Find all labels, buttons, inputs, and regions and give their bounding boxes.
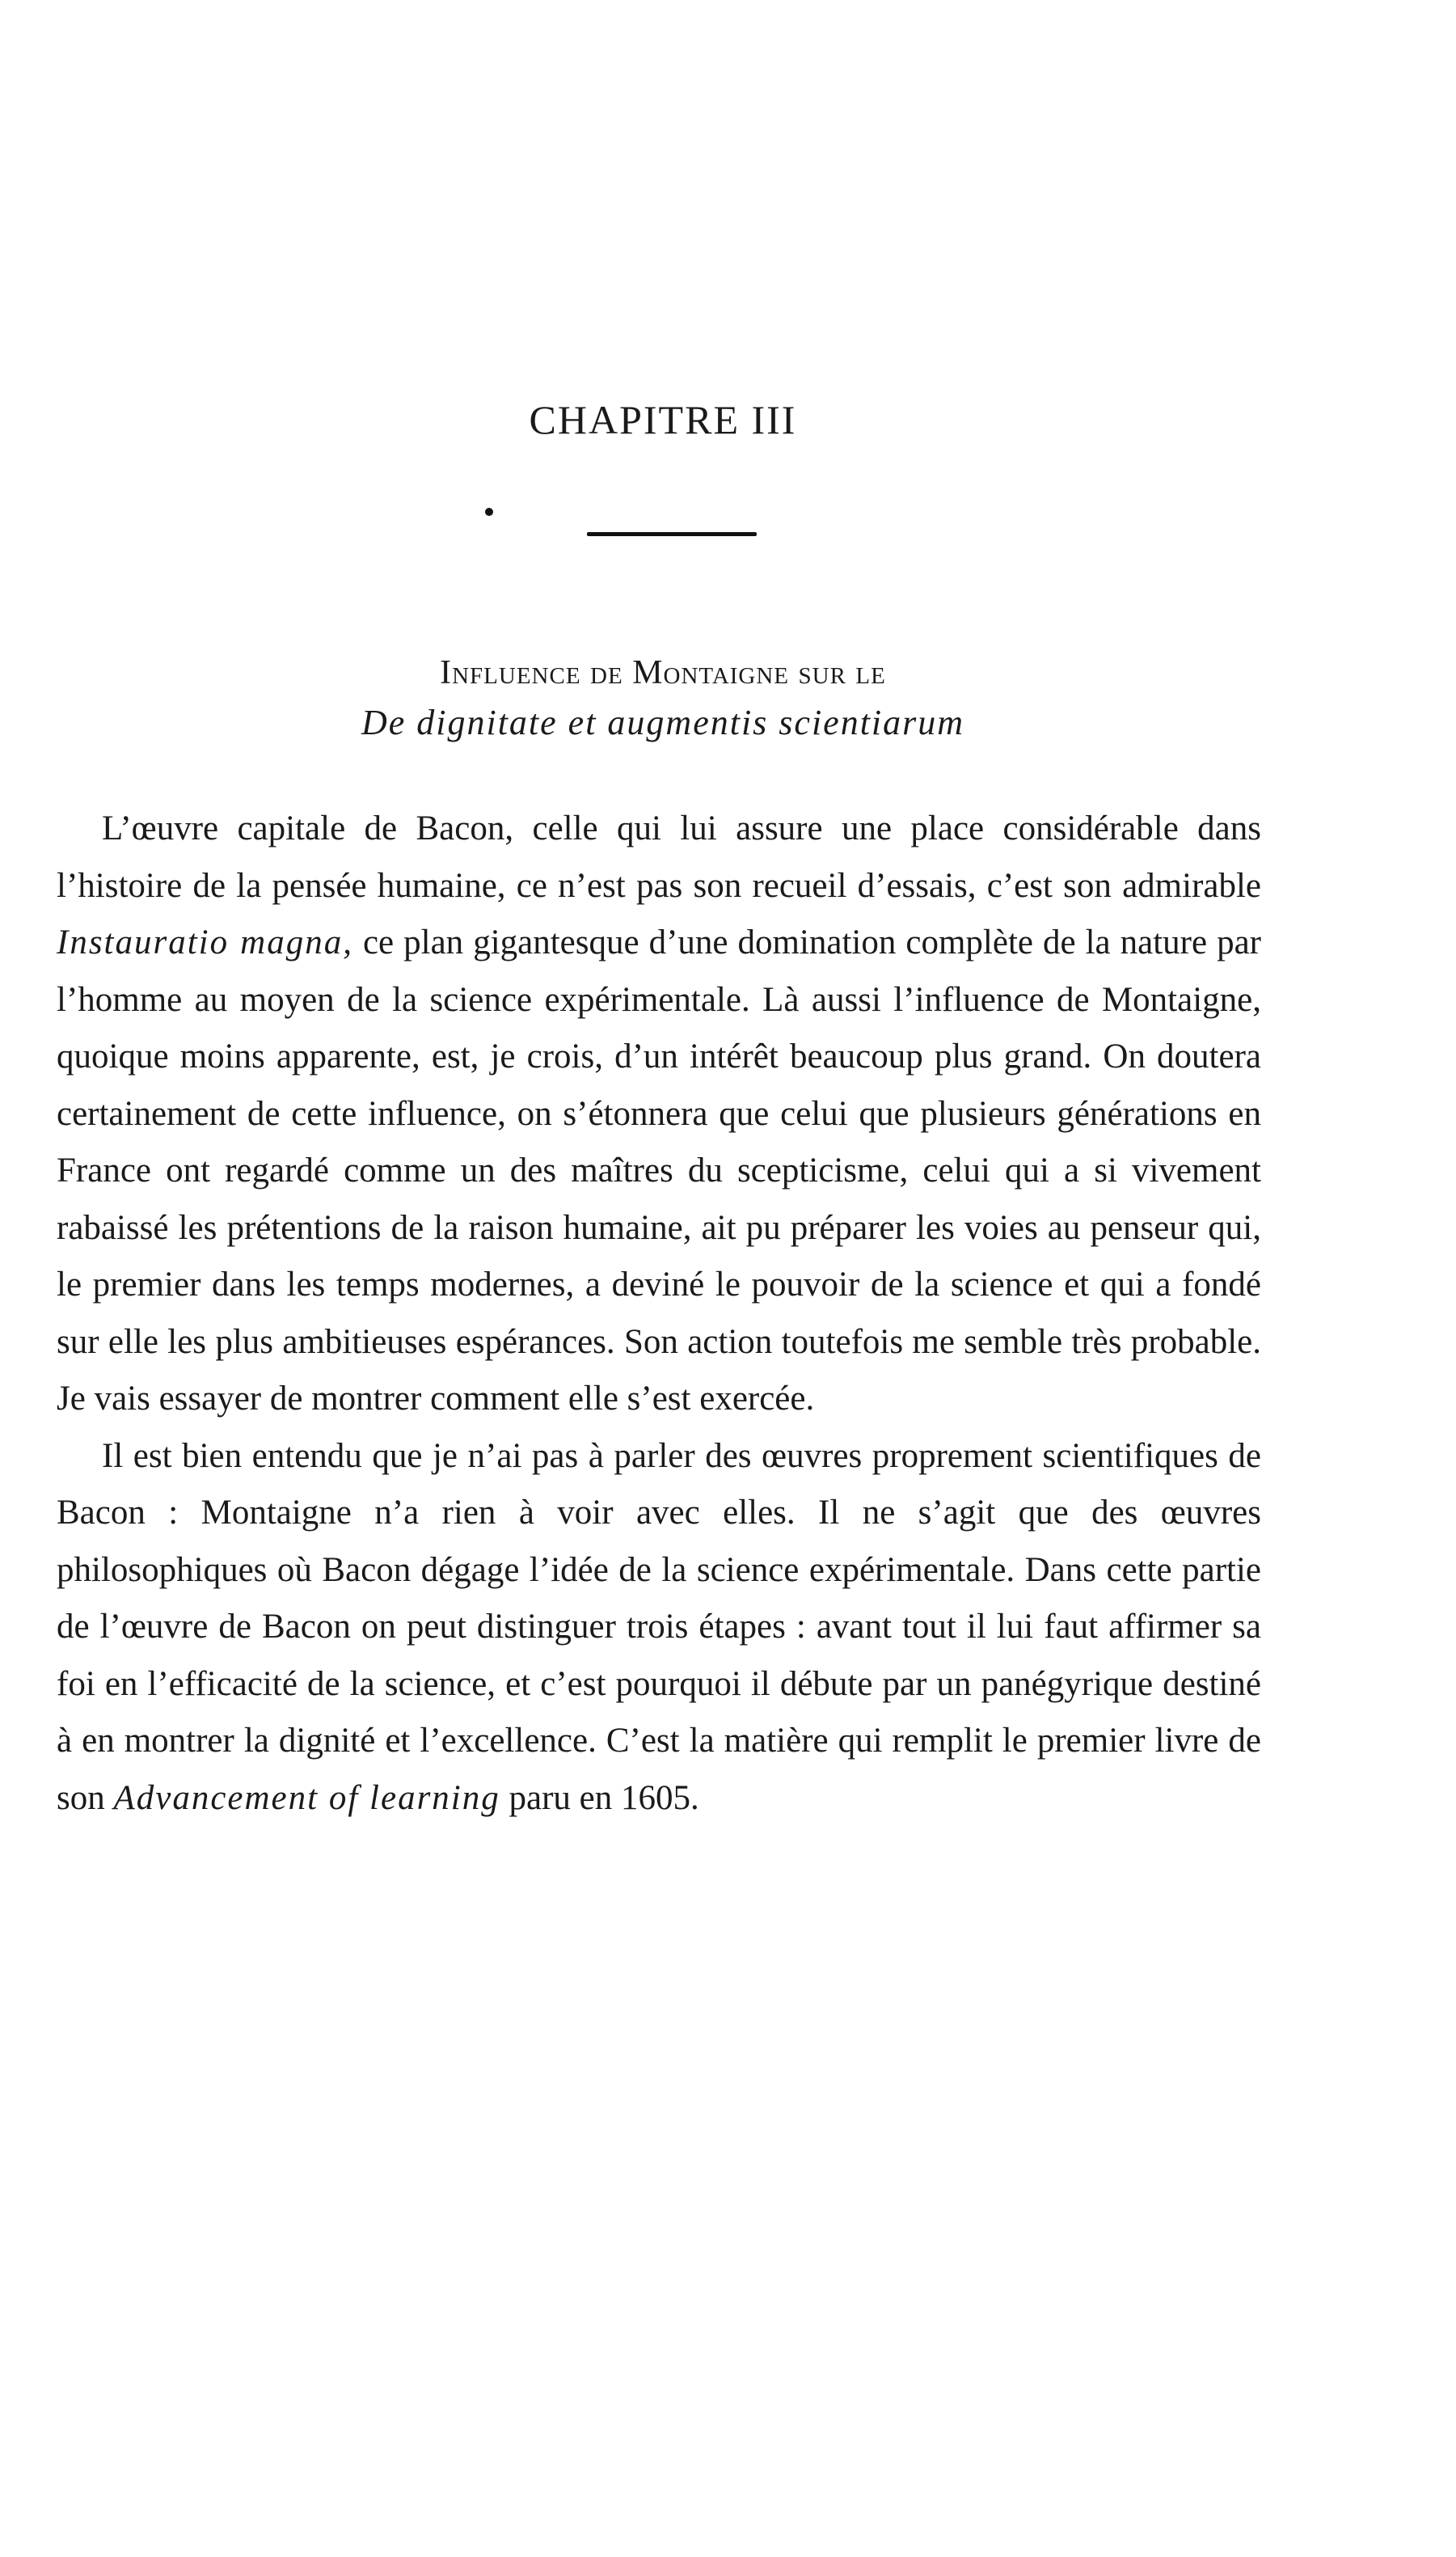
- paragraph-1-italic: Instauratio magna,: [57, 923, 353, 962]
- paragraph-1-text-a: L’œuvre capitale de Bacon, celle qui lui assure une place considérable dans l’histoire de la pensée humaine, ce n’est pas son recueil d’essais, c’est son admirable: [57, 809, 1261, 905]
- paragraph-2-text-b: paru en 1605.: [500, 1778, 699, 1817]
- section-subtitle: De dignitate et augmentis scientiarum: [361, 703, 965, 742]
- paragraph-2: [57, 1428, 1261, 1828]
- paragraph-1-text-b: ce plan gigantesque d’une domination complète de la nature par l’homme au moyen de la science expérimentale. Là aussi l’influence de Montaigne, quoique moins apparente, est, je crois, d’un intérêt beaucoup plus grand. On doutera certainement de cette influence, on s’étonnera que celui que plusieurs générations en France ont regardé comme un des maîtres du scepticisme, celui qui a si vivement rabaissé les prétentions de la raison humaine, ait pu préparer les voies au penseur qui, le premier dans les temps modernes, a deviné le pouvoir de la science et qui a fondé sur elle les plus ambitieuses espérances. Son action toutefois me semble très probable. Je vais essayer de montrer comment elle s’est exercée.: [57, 923, 1262, 1418]
- body-text: [57, 801, 1261, 1827]
- paragraph-2-text-a: Il est bien entendu que je n’ai pas à parler des œuvres proprement scientifiques de Bacon : Montaigne n’a rien à voir avec elles. Il ne s’agit que des œuvres philosophiques où Bacon dégage l’idée de la science expérimentale. Dans cette partie de l’œuvre de Bacon on peut distinguer trois étapes : avant tout il lui faut affirmer sa foi en l’efficacité de la science, et c’est pourquoi il débute par un panégyrique destiné à en montrer la dignité et l’excellence. C’est la matière qui remplit le premier livre de son: [57, 1436, 1261, 1817]
- paragraph-1: [57, 801, 1261, 1428]
- chapter-heading: CHAPITRE III: [529, 397, 797, 442]
- stray-dot-mark: [485, 508, 493, 516]
- paragraph-2-italic: Advancement of learning: [113, 1778, 500, 1817]
- section-title: Influence de Montaigne sur le: [440, 654, 886, 691]
- ornament-rule: [587, 532, 757, 536]
